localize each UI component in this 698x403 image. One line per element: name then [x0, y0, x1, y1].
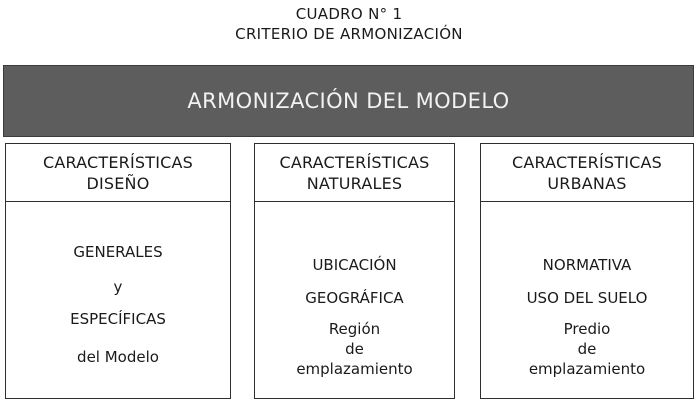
column-body-line: de [345, 340, 364, 358]
column-body-line: del Modelo [77, 348, 159, 366]
column-body [255, 202, 454, 399]
title-line-1: CUADRO N° 1 [295, 5, 403, 23]
column-header-line-1: CARACTERÍSTICAS [511, 152, 663, 172]
column-body-line: NORMATIVA [542, 256, 632, 274]
column-body-line: UBICACIÓN [312, 256, 397, 274]
column-header-line-1: CARACTERÍSTICAS [42, 152, 194, 172]
column-header-line-2: NATURALES [306, 173, 403, 193]
column-header [481, 144, 693, 202]
banner-label: ARMONIZACIÓN DEL MODELO [187, 89, 510, 113]
column-urban [480, 143, 694, 399]
column-body-line: GENERALES [73, 243, 163, 261]
column-body [6, 202, 230, 399]
column-natural [254, 143, 455, 399]
column-body-line: USO DEL SUELO [526, 289, 648, 307]
column-body [481, 202, 693, 399]
title-line-2: CRITERIO DE ARMONIZACIÓN [235, 25, 463, 43]
column-header-line-2: URBANAS [547, 173, 627, 193]
column-body-line: Predio [563, 320, 611, 338]
diagram-title [0, 4, 698, 44]
column-header-line-1: CARACTERÍSTICAS [279, 152, 430, 172]
column-design [5, 143, 231, 399]
column-body-line: emplazamiento [296, 360, 413, 378]
column-body-line: de [577, 340, 597, 358]
model-banner [3, 65, 694, 137]
column-body-line: emplazamiento [528, 360, 646, 378]
column-body-line: ESPECÍFICAS [70, 310, 166, 328]
column-header-line-2: DISEÑO [86, 173, 150, 193]
column-header [6, 144, 230, 202]
column-body-line: GEOGRÁFICA [305, 289, 404, 307]
column-body-line: Región [328, 320, 381, 338]
column-header [255, 144, 454, 202]
column-body-line: y [113, 278, 123, 296]
